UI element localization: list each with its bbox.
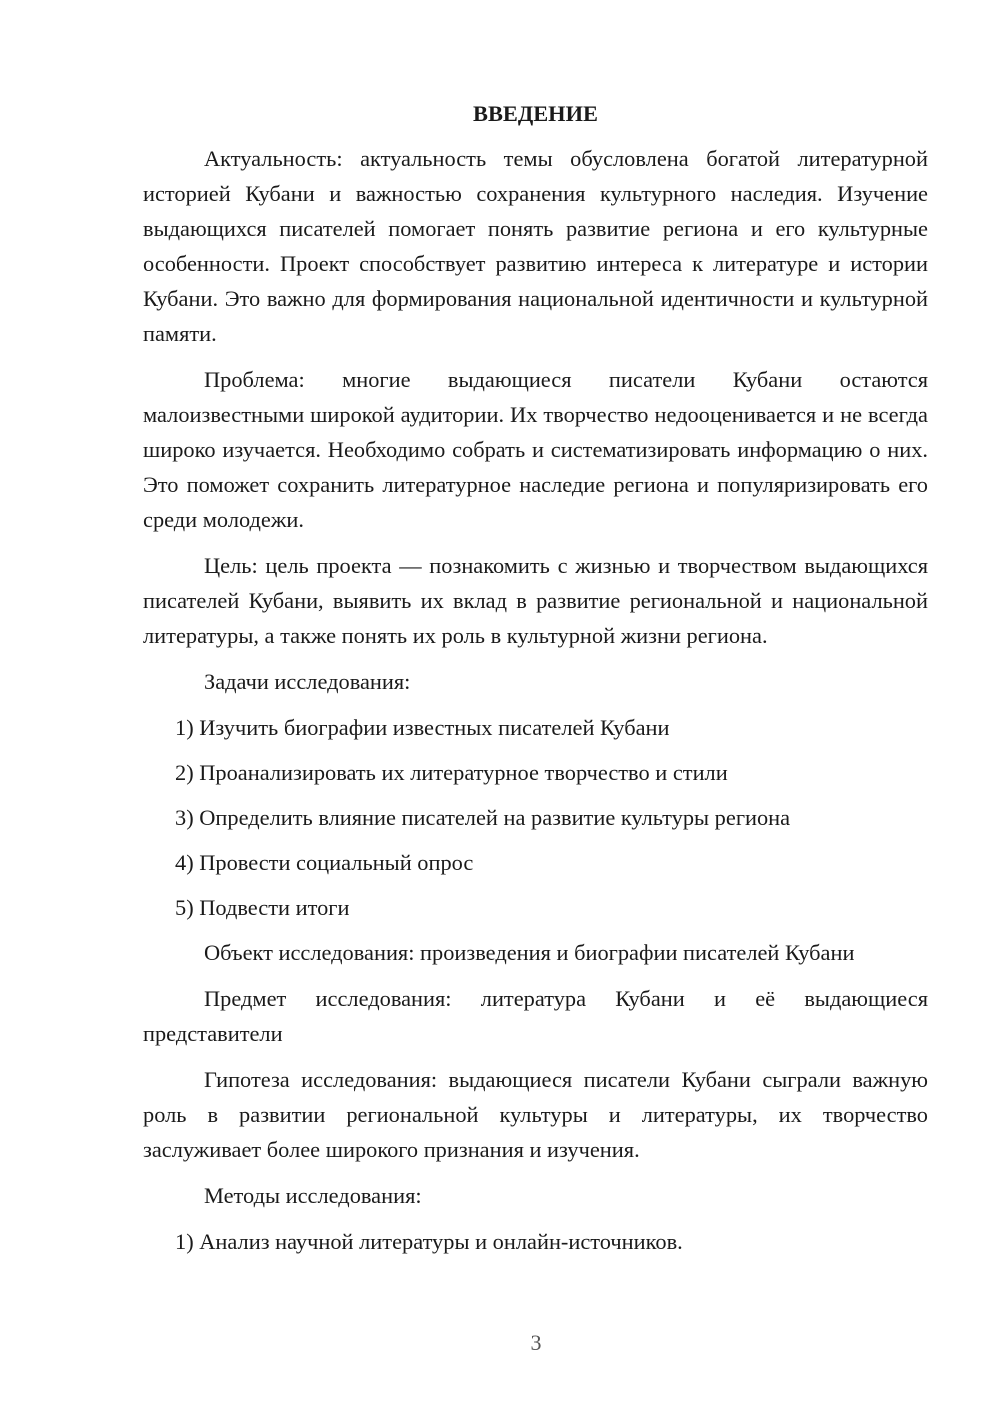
section-heading: ВВЕДЕНИЕ — [473, 101, 598, 126]
tasks-list — [143, 710, 928, 925]
relevance-paragraph: Актуальность: актуальность темы обусловлена богатой литературной историей Кубани и важностью сохранения культурного наследия. Изучение выдающихся писателей помогает понять развитие региона и его культурные особенности. Проект способствует развитию интереса к литературе и истории Кубани. Это важно для формирования национальной идентичности и культурной памяти. — [143, 146, 928, 346]
methods-list — [143, 1224, 928, 1259]
list-item: 1) Анализ научной литературы и онлайн-источников. — [175, 1229, 683, 1254]
list-item: 4) Провести социальный опрос — [175, 850, 474, 875]
subject-paragraph: Предмет исследования: литература Кубани и её выдающиеся представители — [143, 986, 928, 1046]
methods-title: Методы исследования: — [204, 1183, 422, 1208]
list-item: 3) Определить влияние писателей на развитие культуры региона — [175, 805, 791, 830]
goal-paragraph: Цель: цель проекта — познакомить с жизнью и творчеством выдающихся писателей Кубани, выявить их вклад в развитие региональной и национальной литературы, а также понять их роль в культурной жизни региона. — [143, 553, 928, 648]
tasks-title: Задачи исследования: — [204, 669, 411, 694]
problem-paragraph: Проблема: многие выдающиеся писатели Кубани остаются малоизвестными широкой аудитории. Их творчество недооценивается и не всегда широко изучается. Необходимо собрать и систематизировать информацию о них. Это поможет сохранить литературное наследие региона и популяризировать его среди молодежи. — [143, 367, 928, 532]
list-item: 2) Проанализировать их литературное творчество и стили — [175, 760, 728, 785]
object-paragraph: Объект исследования: произведения и биографии писателей Кубани — [204, 940, 855, 965]
hypothesis-paragraph: Гипотеза исследования: выдающиеся писатели Кубани сыграли важную роль в развитии региональной культуры и литературы, их творчество заслуживает более широкого признания и изучения. — [143, 1067, 928, 1162]
list-item: 5) Подвести итоги — [175, 895, 350, 920]
page-number: 3 — [530, 1330, 542, 1355]
list-item: 1) Изучить биографии известных писателей Кубани — [175, 715, 670, 740]
document-page — [143, 96, 928, 1269]
